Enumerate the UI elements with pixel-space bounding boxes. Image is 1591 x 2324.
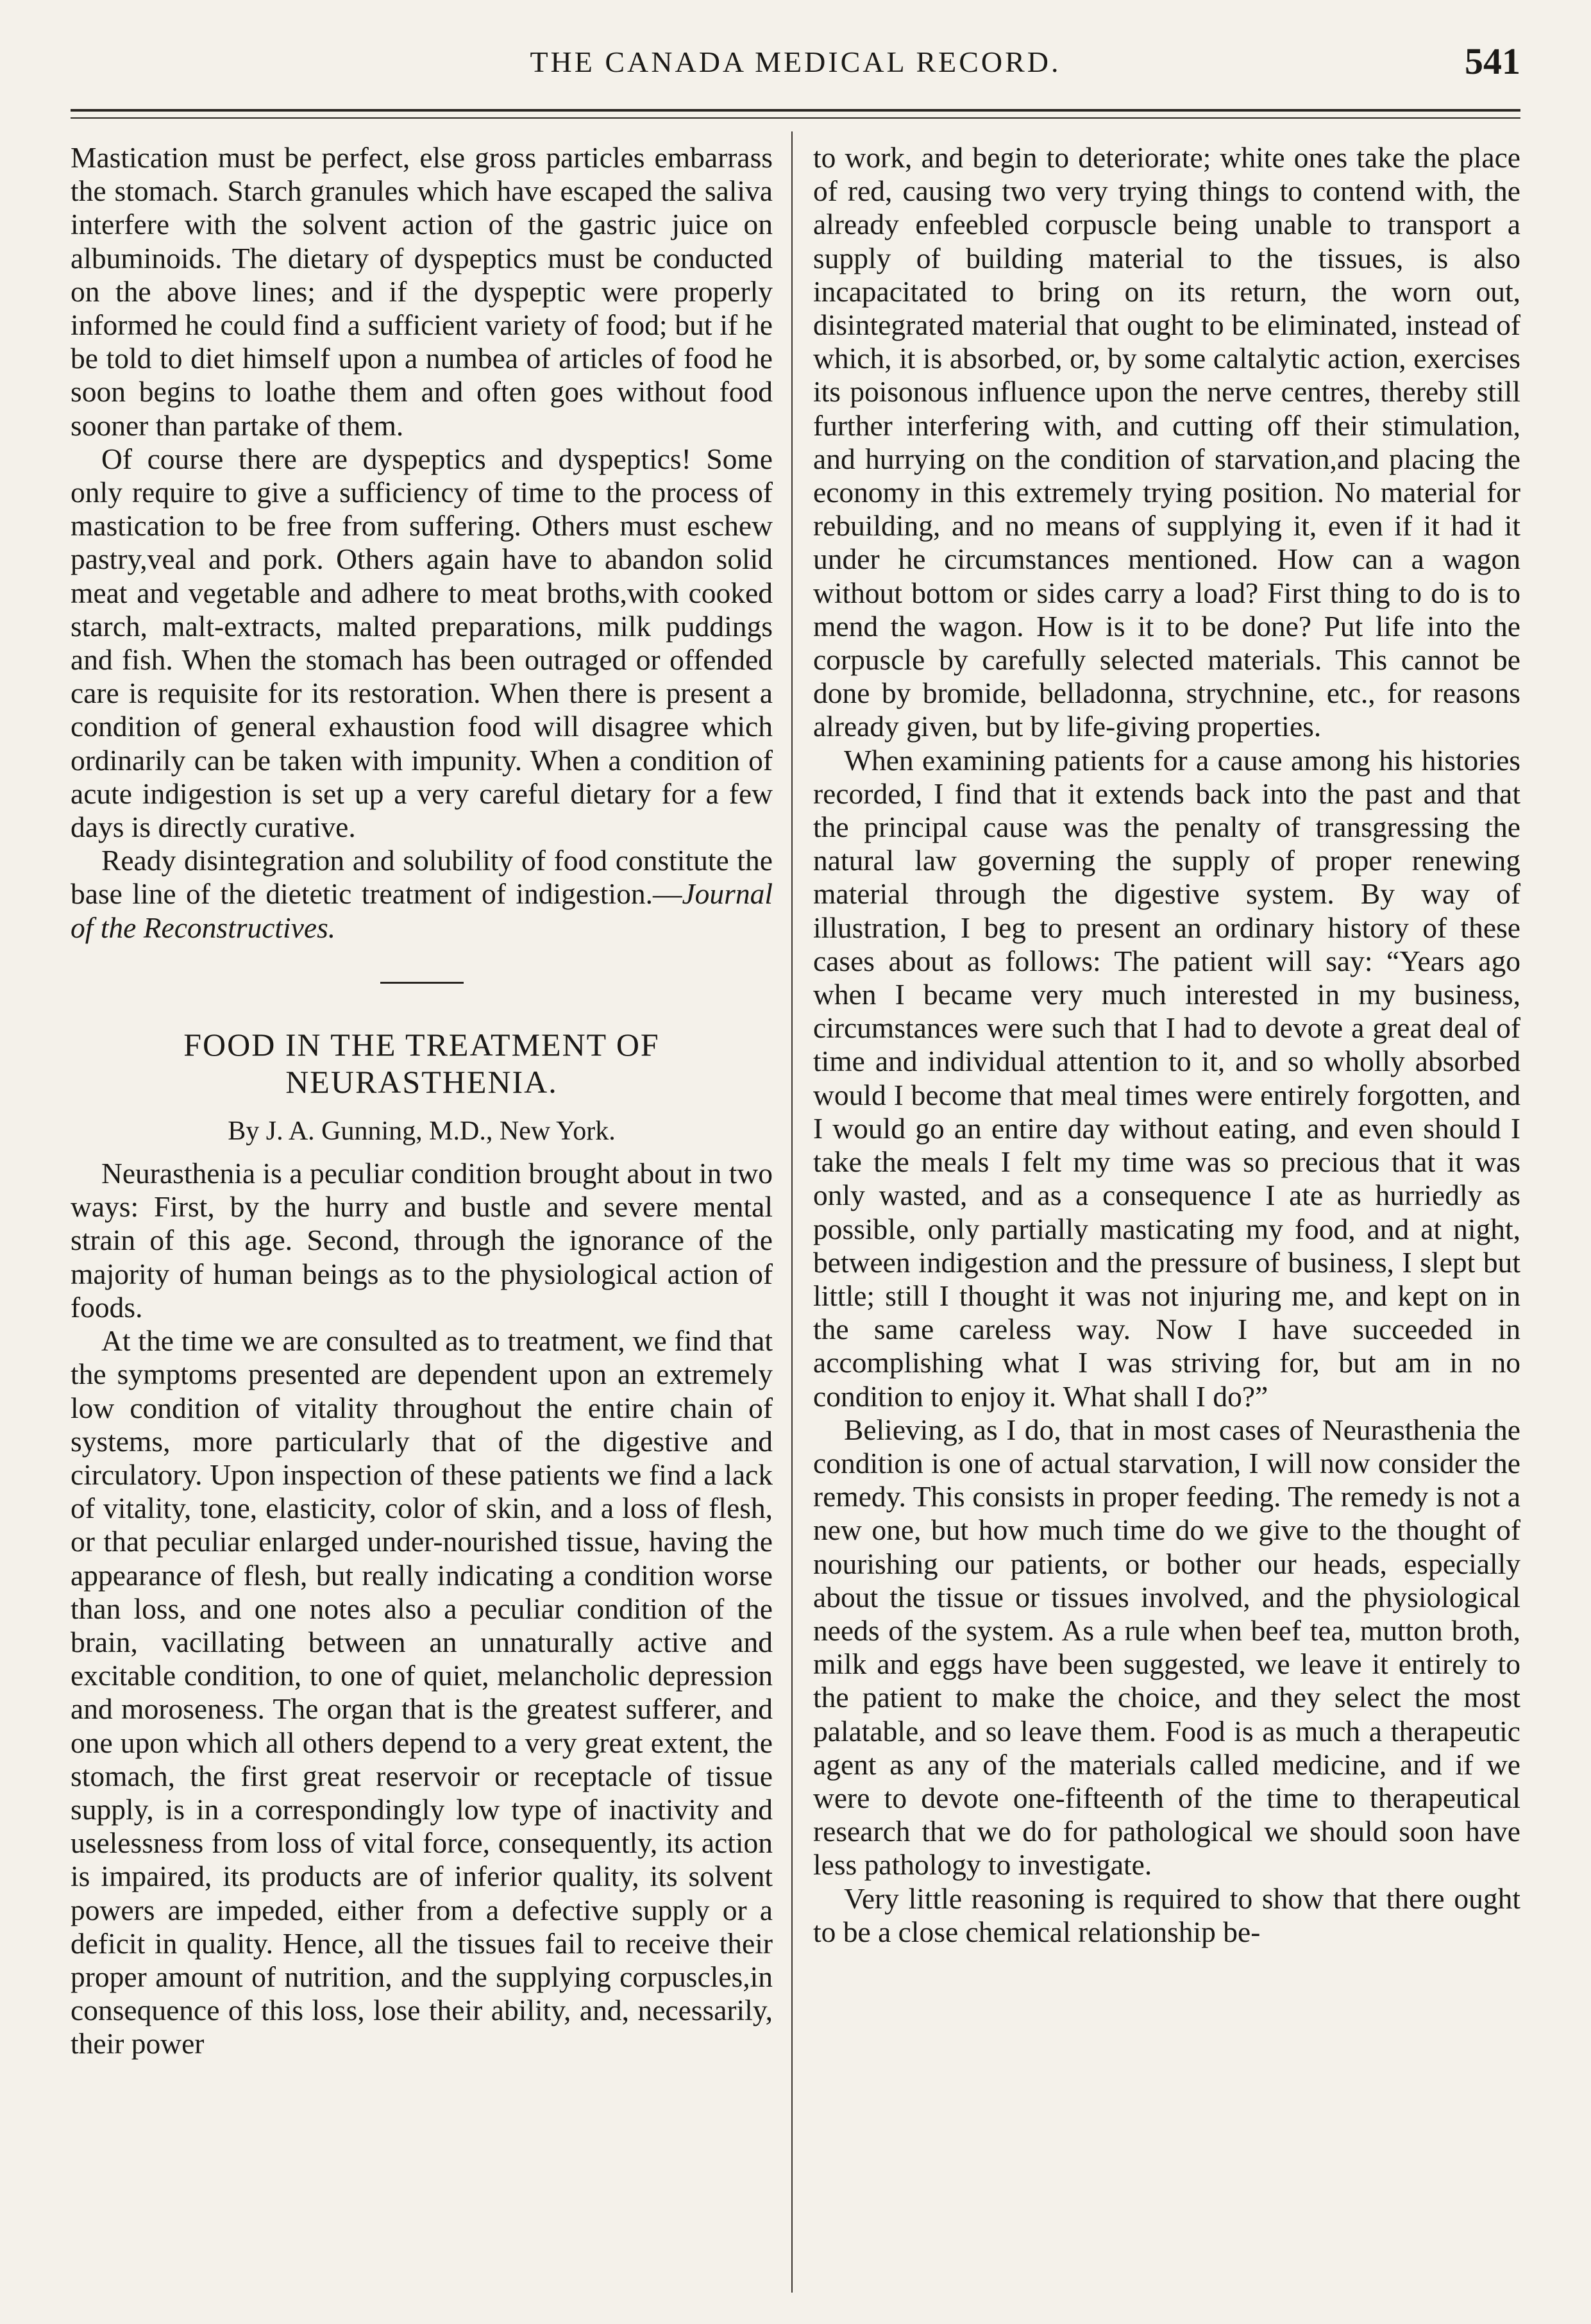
header-rule-thin — [71, 117, 1520, 119]
paragraph: Very little reasoning is required to show that there ought to be a close chemical relationship be- — [813, 1882, 1520, 1948]
paragraph: Believing, as I do, that in most cases of Neurasthenia the condition is one of actual starvation, I will now consider the remedy. This consists in proper feeding. The remedy is not a new one, but how much time do we give to the thought of nourishing our patients, or bother our heads, especially about the tissue or tissues involved, and the physiological needs of the system. As a rule when beef tea, mutton broth, milk and eggs have been suggested, we leave it entirely to the patient to make the choice, and they select the most palatable, and so leave them. Food is as much a therapeutic agent as any of the materials called medicine, and if we were to devote one-fifteenth of the time to therapeutical research that we do for pathological we should soon have less pathology to investigate. — [813, 1413, 1520, 1882]
paragraph: to work, and begin to deteriorate; white ones take the place of red, causing two very trying things to contend with, the already enfeebled corpuscle being unable to transport a supply of building material to the tissues, is also incapacitated to bring on its return, the worn out, disintegrated material that ought to be eliminated, instead of which, it is absorbed, or, by some caltalytic action, exercises its poisonous influence upon the nerve centres, thereby still further interfering with, and cutting off their stimulation, and hurrying on the condition of starvation,and placing the economy in this extremely trying position. No material for rebuilding, and no means of supplying it, even if it had it under he circumstances mentioned. How can a wagon without bottom or sides carry a load? First thing to do is to mend the wagon. How is it to be done? Put life into the corpuscle by carefully selected materials. This cannot be done by bromide, belladonna, strychnine, etc., for reasons already given, but by life-giving properties. — [813, 141, 1520, 743]
paragraph-with-source — [71, 844, 773, 945]
paragraph: Neurasthenia is a peculiar condition brought about in two ways: First, by the hurry and bustle and severe mental strain of this age. Second, through the ignorance of the majority of human beings as to the physiological action of foods. — [71, 1157, 773, 1324]
article-byline: By J. A. Gunning, M.D., New York. — [228, 1116, 616, 1146]
article-divider — [380, 982, 464, 984]
header-rule-thick — [71, 109, 1520, 112]
paragraph: Mastication must be perfect, else gross particles embarrass the stomach. Starch granules which have escaped the saliva interfere with the solvent action of the gastric juice on albuminoids. The dietary of dyspeptics must be conducted on the above lines; and if the dyspeptic were properly informed he could find a sufficient variety of food; but if he be told to diet himself upon a numbea of articles of food he soon begins to loathe them and often goes without food sooner than partake of them. — [71, 141, 773, 442]
article-title: FOOD IN THE TREATMENT OF NEURASTHENIA. — [183, 1026, 660, 1100]
right-column — [813, 141, 1520, 1949]
journal-running-title: THE CANADA MEDICAL RECORD. — [530, 46, 1061, 78]
column-divider — [791, 131, 793, 2293]
paragraph: When examining patients for a cause among his histories recorded, I find that it extends back into the past and that the principal cause was the penalty of transgressing the natural law governing the supply of proper renewing material through the digestive system. By way of illustration, I beg to present an ordinary history of these cases about as follows: The patient will say: “Years ago when I became very much interested in my business, circumstances were such that I had to devote a great deal of time and individual attention to it, and so wholly absorbed would I become that meal times were entirely forgotten, and I would go an entire day without eating, and even should I take the meals I felt my time was so precious that it was only wasted, and as a consequence I ate as hurriedly as possible, only partially masticating my food, and at night, between indigestion and the pressure of business, I slept but little; still I thought it was not injuring me, and kept on in the same careless way. Now I have succeeded in accomplishing what I was striving for, but am in no condition to enjoy it. What shall I do?” — [813, 743, 1520, 1413]
paragraph: Of course there are dyspeptics and dyspeptics! Some only require to give a sufficiency of time to the process of mastication to be free from suffering. Others must eschew pastry,veal and pork. Others again have to abandon solid meat and vegetable and adhere to meat broths,with cooked starch, malt-extracts, malted preparations, milk puddings and fish. When the stomach has been outraged or offended care is requisite for its restoration. When there is present a condition of general exhaustion food will disagree which ordinarily can be taken with impunity. When a condition of acute indigestion is set up a very careful dietary for a few days is directly curative. — [71, 442, 773, 844]
page-number: 541 — [1465, 40, 1520, 82]
source-citation: Journal of the Reconstructives. — [71, 877, 773, 944]
left-column — [71, 141, 773, 2061]
paragraph: At the time we are consulted as to treatment, we find that the symptoms presented are dependent upon an extremely low condition of vitality throughout the entire chain of systems, more particularly that of the digestive and circulatory. Upon inspection of these patients we find a lack of vitality, tone, elasticity, color of skin, and a loss of flesh, or that peculiar enlarged under-nourished tissue, having the appearance of flesh, but really indicating a condition worse than loss, and one notes also a peculiar condition of the brain, vacillating between an unnaturally active and excitable condition, to one of quiet, melancholic depression and moroseness. The organ that is the greatest sufferer, and one upon which all others depend to a very great extent, the stomach, the first great reservoir or receptacle of tissue supply, is in a correspondingly low type of inactivity and uselessness from loss of vital force, consequently, its action is impaired, its products are of inferior quality, its solvent powers are impeded, either from a defective supply or a deficit in quality. Hence, all the tissues fail to receive their proper amount of nutrition, and the supplying corpuscles,in consequence of this loss, lose their ability, and, necessarily, their power — [71, 1324, 773, 2060]
running-header — [71, 40, 1520, 96]
paragraph-text: Ready disintegration and solubility of food constitute the base line of the dietetic treatment of indigestion.— — [71, 844, 773, 911]
